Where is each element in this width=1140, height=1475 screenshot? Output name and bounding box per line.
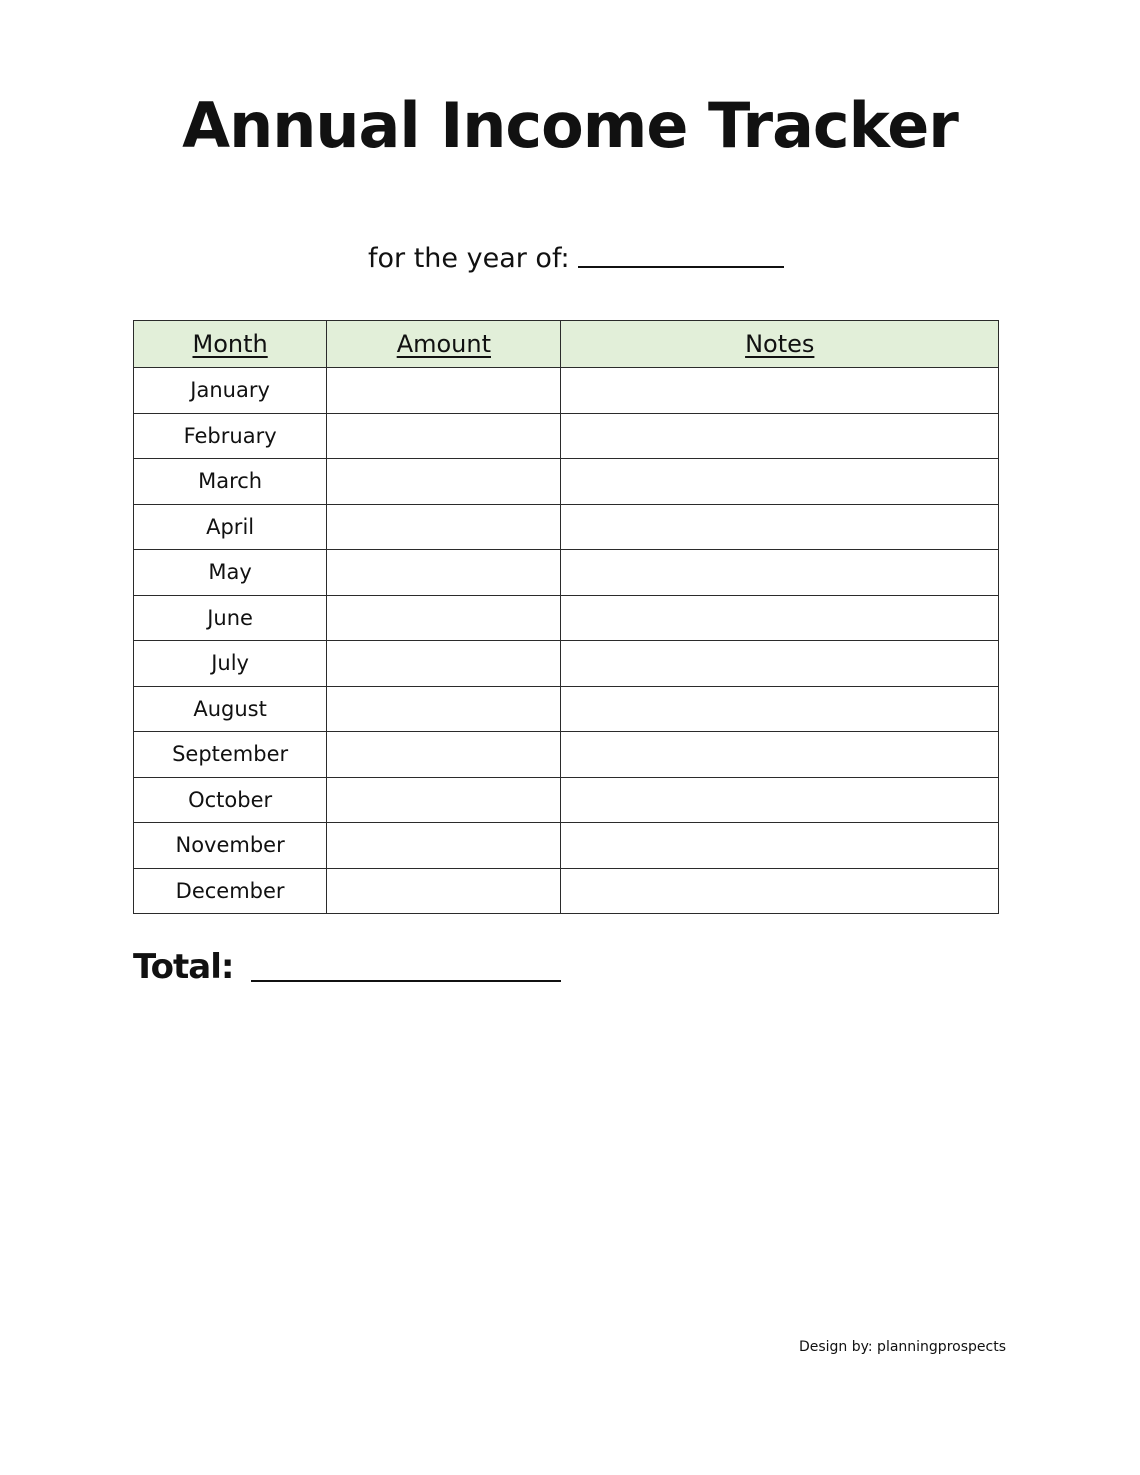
month-cell: October: [134, 777, 327, 823]
table-row: [134, 413, 999, 459]
table-row: [134, 732, 999, 778]
year-input-line[interactable]: [578, 266, 784, 268]
table-row: [134, 777, 999, 823]
amount-cell[interactable]: [327, 868, 561, 914]
table-row: [134, 368, 999, 414]
total-input-line[interactable]: [251, 980, 561, 982]
amount-cell[interactable]: [327, 823, 561, 869]
header-notes: Notes: [561, 321, 999, 368]
notes-cell[interactable]: [561, 732, 999, 778]
total-label: Total:: [133, 947, 234, 987]
amount-cell[interactable]: [327, 686, 561, 732]
table-header-row: [134, 321, 999, 368]
month-cell: January: [134, 368, 327, 414]
amount-cell[interactable]: [327, 550, 561, 596]
year-field: [368, 232, 784, 272]
table-row: [134, 595, 999, 641]
notes-cell[interactable]: [561, 413, 999, 459]
header-month: Month: [134, 321, 327, 368]
page-title: Annual Income Tracker: [182, 89, 958, 162]
notes-cell[interactable]: [561, 868, 999, 914]
notes-cell[interactable]: [561, 686, 999, 732]
table-row: [134, 868, 999, 914]
total-field: [133, 947, 561, 987]
month-cell: August: [134, 686, 327, 732]
notes-cell[interactable]: [561, 459, 999, 505]
amount-cell[interactable]: [327, 368, 561, 414]
month-cell: November: [134, 823, 327, 869]
amount-cell[interactable]: [327, 595, 561, 641]
month-cell: June: [134, 595, 327, 641]
income-table: [133, 320, 999, 914]
amount-cell[interactable]: [327, 732, 561, 778]
notes-cell[interactable]: [561, 550, 999, 596]
amount-cell[interactable]: [327, 777, 561, 823]
month-cell: December: [134, 868, 327, 914]
notes-cell[interactable]: [561, 595, 999, 641]
month-cell: February: [134, 413, 327, 459]
month-cell: May: [134, 550, 327, 596]
month-cell: April: [134, 504, 327, 550]
design-credit: Design by: planningprospects: [798, 1339, 1006, 1355]
table-row: [134, 823, 999, 869]
notes-cell[interactable]: [561, 777, 999, 823]
amount-cell[interactable]: [327, 641, 561, 687]
notes-cell[interactable]: [561, 641, 999, 687]
year-label: for the year of:: [368, 243, 570, 274]
notes-cell[interactable]: [561, 368, 999, 414]
table-row: [134, 641, 999, 687]
amount-cell[interactable]: [327, 504, 561, 550]
month-cell: July: [134, 641, 327, 687]
month-cell: September: [134, 732, 327, 778]
table-row: [134, 459, 999, 505]
table-row: [134, 550, 999, 596]
notes-cell[interactable]: [561, 823, 999, 869]
amount-cell[interactable]: [327, 459, 561, 505]
table-row: [134, 686, 999, 732]
amount-cell[interactable]: [327, 413, 561, 459]
header-amount: Amount: [327, 321, 561, 368]
table-body: [134, 368, 999, 914]
table-row: [134, 504, 999, 550]
month-cell: March: [134, 459, 327, 505]
notes-cell[interactable]: [561, 504, 999, 550]
